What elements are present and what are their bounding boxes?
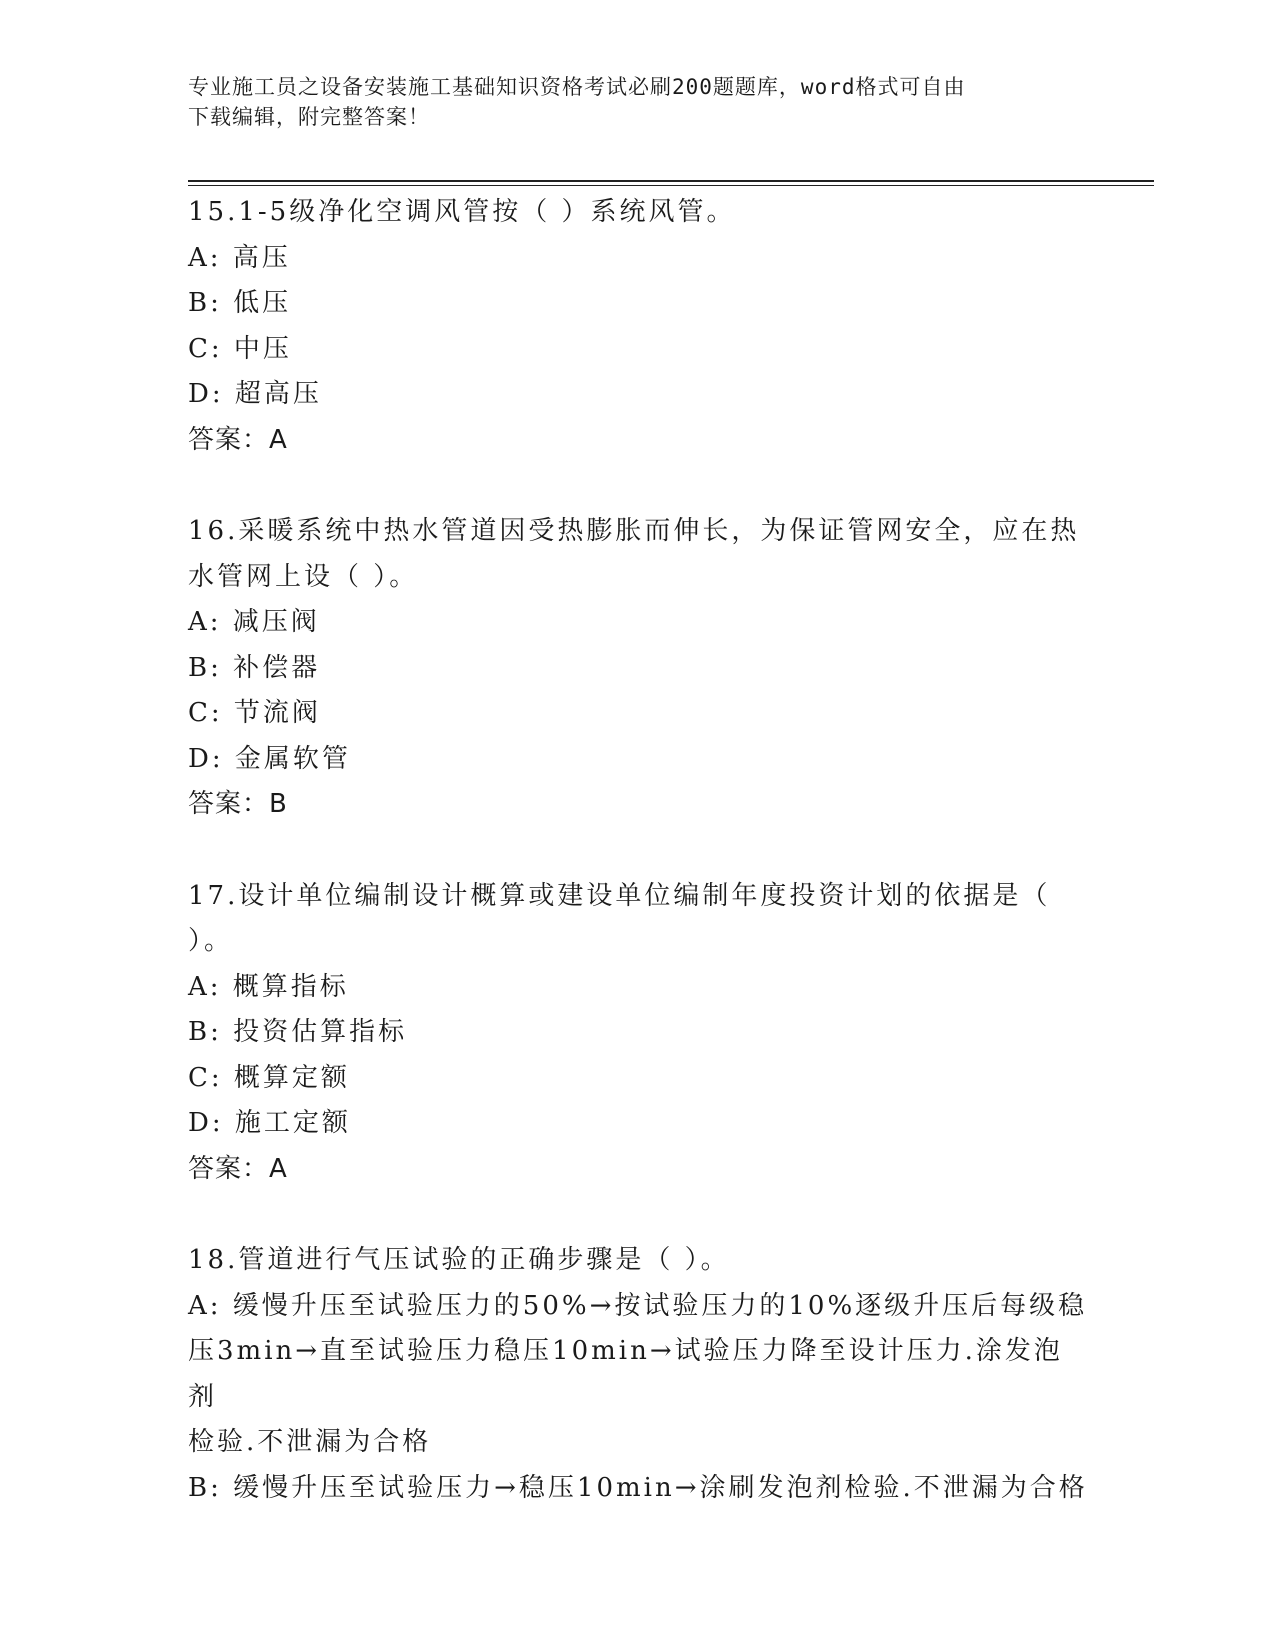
option-a: A: 概算指标 (188, 971, 349, 1002)
header-divider-thick (188, 180, 1154, 182)
answer-label: 答案：A (188, 1153, 288, 1184)
option-b: B: 缓慢升压至试验压力→稳压10min→涂刷发泡剂检验.不泄漏为合格 (188, 1472, 1088, 1503)
question-stem: 16.采暖系统中热水管道因受热膨胀而伸长，为保证管网安全，应在热 (188, 516, 1080, 546)
option-a-continued: 压3min→直至试验压力稳压10min→试验压力降至设计压力.涂发泡剂 (188, 1336, 1063, 1412)
option-a: A: 缓慢升压至试验压力的50%→按试验压力的10%逐级升压后每级稳 (188, 1290, 1088, 1321)
option-a: A: 减压阀 (188, 607, 320, 637)
answer-label: 答案：B (188, 789, 288, 819)
option-d: D: 金属软管 (188, 743, 351, 774)
option-c: C: 概算定额 (188, 1062, 350, 1093)
question-stem: 17.设计单位编制设计概算或建设单位编制年度投资计划的依据是（ (188, 880, 1051, 911)
option-a-continued: 检验.不泄漏为合格 (188, 1427, 432, 1457)
option-a: A: 高压 (188, 242, 291, 273)
option-d: D: 施工定额 (188, 1108, 351, 1138)
document-header-note (188, 72, 1068, 132)
question-stem-continued: ）。 (188, 926, 234, 956)
question-17 (188, 874, 1088, 1193)
question-stem: 15.1-5级净化空调风管按（ ）系统风管。 (188, 197, 736, 227)
question-list (188, 190, 1088, 1511)
option-d: D: 超高压 (188, 379, 322, 409)
question-16 (188, 509, 1088, 828)
question-18 (188, 1238, 1088, 1511)
option-b: B: 低压 (188, 288, 292, 318)
question-stem: 18.管道进行气压试验的正确步骤是（ ）。 (188, 1245, 730, 1275)
question-stem-continued: 水管网上设（ ）。 (188, 561, 419, 592)
answer-label: 答案：A (188, 424, 288, 455)
header-divider-thin (188, 185, 1154, 186)
option-c: C: 节流阀 (188, 698, 321, 728)
option-c: C: 中压 (188, 333, 292, 364)
header-line-2: 下载编辑，附完整答案！ (188, 105, 430, 129)
option-b: B: 补偿器 (188, 652, 321, 683)
header-line-1: 专业施工员之设备安装施工基础知识资格考试必刷200题题库，word格式可自由 (188, 75, 966, 99)
question-15 (188, 190, 1088, 463)
option-b: B: 投资估算指标 (188, 1017, 408, 1047)
